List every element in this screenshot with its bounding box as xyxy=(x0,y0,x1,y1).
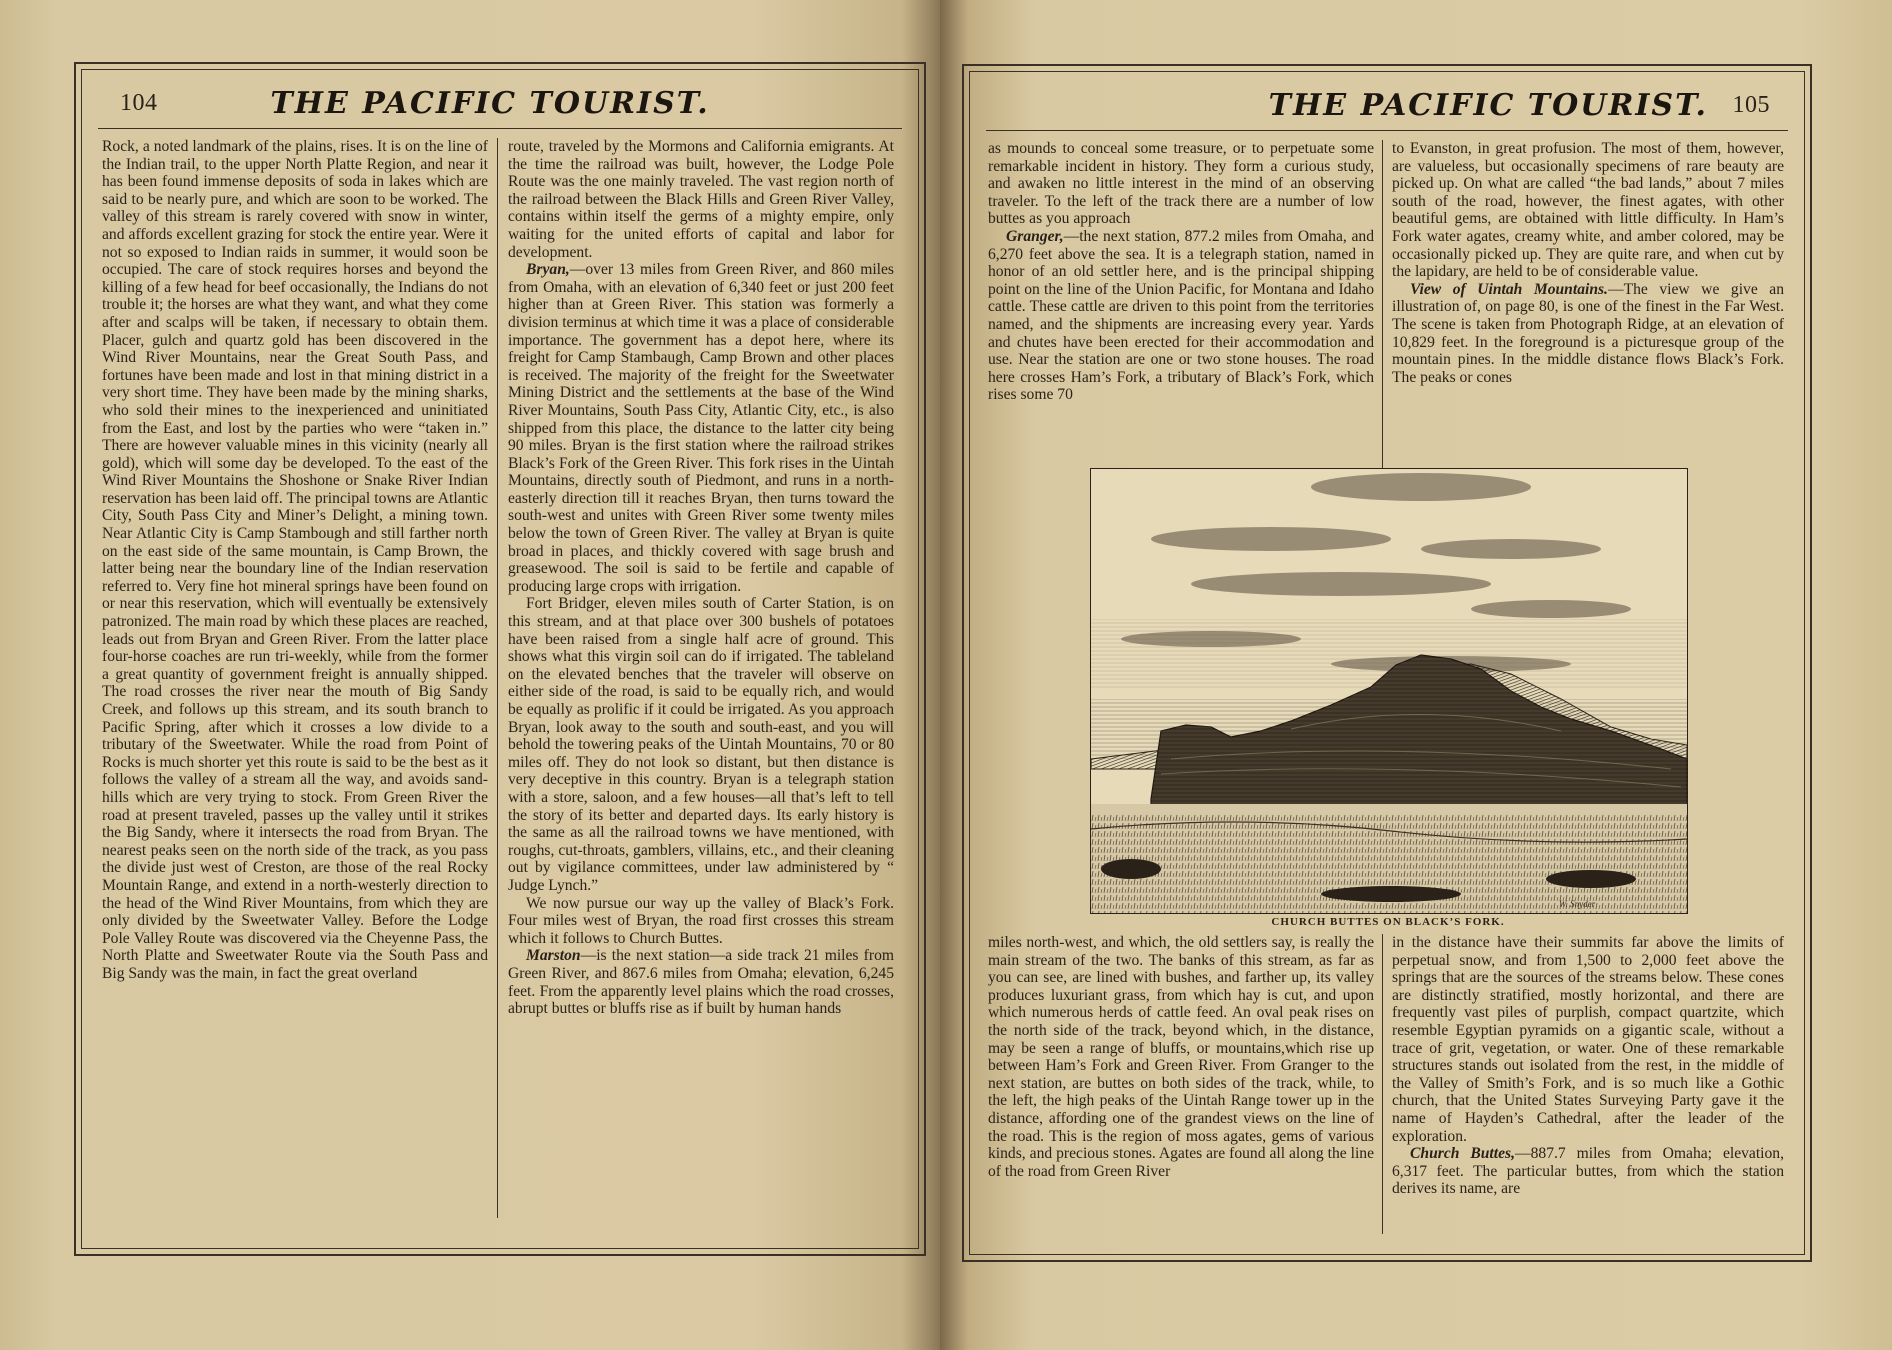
paragraph: miles north-west, and which, the old settlers say, is really the main stream of the two. The banks of this stream, as far as you can see, are lined with bushes, and farther up, its valley produces luxuriant grass, from which hay is cut, and upon which numerous herds of cattle feed. An oval peak rises on the north side of the track, beyond which, in the distance, may be seen a range of bluffs, or mountains,which rise up between Ham’s Fork and Green River. From Granger to the next station, are buttes on both sides of the track, while, to the left, the high peaks of the Uintah Range tower up in the distance, affording one of the grandest views on the line of the road. This is the region of moss agates, gems of various kinds, and precious stones. Agates are found all along the line of the road from Green River xyxy=(988,934,1374,1180)
paragraph: as mounds to conceal some treasure, or to perpetuate some remarkable incident in history. They form a curious study, and awaken no little interest in the mind of an observing traveler. To the left of the track there are a number of low buttes as you approach xyxy=(988,140,1374,228)
paragraph: Granger,—the next station, 877.2 miles from Omaha, and 6,270 feet above the sea. It is a telegraph station, named in honor of an old settler here, and is the principal shipping point on the line of the Union Pacific, for Montana and Idaho cattle. These cattle are driven to this point from the territories named, and the shipments are increasing every year. Yards and chutes have been erected for their accommodation and use. Near the station are one or two stone houses. The road here crosses Ham’s Fork, a tributary of Black’s Fork, which rises some 70 xyxy=(988,227,1374,404)
paragraph: Church Buttes,—887.7 miles from Omaha; elevation, 6,317 feet. The particular buttes, from which the station derives its name, are xyxy=(1392,1145,1784,1198)
subheading-church-buttes: Church Buttes, xyxy=(1410,1145,1515,1163)
running-title-right: THE PACIFIC TOURIST. xyxy=(1268,88,1708,123)
right-bottom-column-2 xyxy=(1392,934,1784,1234)
paragraph: Bryan,—over 13 miles from Green River, and 860 miles from Omaha, with an elevation of 6,340 feet or just 200 feet higher than at Green River. This station was formerly a division terminus at which time it was a place of considerable importance. The government has a depot here, where its freight for Camp Stambaugh, Camp Brown and other places is received. The majority of the freight for the Sweetwater Mining District and the settlements at the base of the Wind River Mountains, South Pass City, Atlantic City, etc., is also shipped from this place, the distance to the latter city being 90 miles. Bryan is the first station where the railroad strikes Black’s Fork of the Green River. This fork rises in the Uintah Mountains, directly south of Piedmont, and runs in a north-easterly direction till it reaches Bryan, then turns toward the south-west and unites with Green River some twenty miles below the town of Green River. The valley at Bryan is quite broad in places, and thickly covered with sage brush and greasewood. The soil is said to be fertile and capable of producing large crops with irrigation. xyxy=(508,261,894,595)
right-top-column-1 xyxy=(988,140,1374,470)
engraver-signature: W. Snyder xyxy=(1559,899,1596,909)
paragraph: Rock, a noted landmark of the plains, rises. It is on the line of the Indian trail, to the upper North Platte Region, and near it has been found immense deposits of soda in lakes which are said to be nearly pure, and which are soon to be worked. The valley of this stream is rarely covered with snow in winter, and affords excellent grazing for stock the entire year. Were it not so exposed to Indian raids in summer, it would soon be occupied. The care of stock requires horses and beyond the killing of a few head for beef occasionally, the Indians do not trouble it; the horses are what they want, and what they come after and scalps will be taken, if necessary to obtain them. Placer, gulch and quartz gold has been discovered in the Wind River Mountains, near the Great South Pass, and fortunes have been made and lost in that mining district in a very short time. They have been made by the mining sharks, who sold their mines to the inexperienced and uninitiated from the East, and lost by the parties who were “taken in.” There are however valuable mines in this vicinity (nearly all gold), which will some day be developed. To the east of the Wind River Mountains the Shoshone or Snake River Indian reservation has been laid off. The principal towns are Atlantic City, South Pass City and Miner’s Delight, a mining town. Near Atlantic City is Camp Stambough and still farther north on the east side of the same mountain, is Camp Brown, the latter being near the boundary line of the Indian reservation referred to. Very fine hot mineral springs have been found on or near this reservation, which will eventually be extensively patronized. The main road by which these places are reached, leads out from Bryan and Green River. From the latter place four-horse coaches are run tri-weekly, while from the former a great quantity of government freight is annually shipped. The road crosses the river near the mouth of Big Sandy Creek, and follows up this stream, and its south branch to Pacific Spring, after which it crosses a low divide to a tributary of the Sweetwater. While the road from Point of Rocks is much shorter yet this route is said to be the best as it follows the valley of a stream all the way, and avoids sand-hills which are very trying to stock. From Green River the road at present traveled, passes up the valley until it strikes the Big Sandy, where it intersects the road from Bryan. The nearest peaks seen on the north side of the track, as you pass the divide just west of Creston, are those of the real Rocky Mountain Range, and extend in a north-westerly direction to the head of the Wind River Mountains, from which they are only divided by the Sweetwater Valley. Before the Lodge Pole Valley Route was discovered via the Cheyenne Pass, the North Platte and Sweetwater Route via the South Pass and Big Sandy was the main, in fact the great overland xyxy=(102,138,488,982)
left-page xyxy=(0,0,940,1350)
subheading-uintah: View of Uintah Mountains. xyxy=(1410,280,1608,298)
paragraph: View of Uintah Mountains.—The view we give an illustration of, on page 80, is one of the finest in the Far West. The scene is taken from Photograph Ridge, at an elevation of 10,829 feet. In the foreground is a picturesque group of the mountain pines. In the middle distance flows Black’s Fork. The peaks or cones xyxy=(1392,280,1784,386)
left-page-frame xyxy=(74,62,926,1256)
illustration-caption: CHURCH BUTTES ON BLACK’S FORK. xyxy=(1271,916,1505,928)
paragraph: We now pursue our way up the valley of Black’s Fork. Four miles west of Bryan, the road first crosses this stream which it follows to Church Buttes. xyxy=(508,894,894,947)
subheading-marston: Marston xyxy=(526,947,581,965)
running-title-left: THE PACIFIC TOURIST. xyxy=(270,86,710,121)
left-column-2 xyxy=(508,138,894,1218)
left-column-1 xyxy=(102,138,488,1218)
paragraph: in the distance have their summits far above the limits of perpetual snow, and from 1,500 to 2,000 feet above the springs that are the sources of the streams below. These cones are distinctly stratified, mostly horizontal, and there are frequently vast piles of purplish, compact quartzite, which resemble Egyptian pyramids on a gigantic scale, without a trace of grit, vegetation, or water. One of these remarkable structures stands out isolated from the rest, in the middle of the Valley of Smith’s Fork, and is so much like a Gothic church, that the United States Surveying Party gave it the name of Hayden’s Cathedral, after the leader of the exploration. xyxy=(1392,934,1784,1145)
column-rule xyxy=(1382,140,1383,470)
paragraph: Fort Bridger, eleven miles south of Carter Station, is on this stream, and at that place over 300 bushels of potatoes have been raised from a single half acre of ground. This shows what this virgin soil can do if irrigated. The tableland on the elevated benches that the traveler will observe on either side of the road, is said to be equally rich, and would be equally as prolific if it could be irrigated. As you approach Bryan, look away to the south and south-east, and you will behold the towering peaks of the Uintah Mountains, 70 or 80 miles off. They do not look so distant, but then distance is very deceptive in this country. Bryan is a telegraph station with a store, saloon, and a few houses—all that’s left to tell the story of its better and departed days. Its early history is the same as all the railroad towns we have mentioned, with roughs, cut-throats, gamblers, villains, etc., and their cleaning out by vigilance committees, under law administered by “ Judge Lynch.” xyxy=(508,595,894,894)
right-page xyxy=(940,0,1892,1350)
right-page-frame xyxy=(962,64,1812,1262)
right-bottom-column-1 xyxy=(988,934,1374,1234)
left-page-header xyxy=(98,84,902,129)
right-page-header xyxy=(986,86,1788,131)
paragraph: Marston—is the next station—a side track 21 miles from Green River, and 867.6 miles from Omaha; elevation, 6,245 feet. From the apparently level plains which the road crosses, abrupt buttes or bluffs rise as if built by human hands xyxy=(508,947,894,1018)
subheading-granger: Granger, xyxy=(1006,227,1064,245)
paragraph: to Evanston, in great profusion. The most of them, however, are valueless, but occasionally specimens of rare beauty are picked up. On what are called “the bad lands,” about 7 miles south of the road, however, the finest agates, with other beautiful gems, are obtained with little difficulty. In Ham’s Fork water agates, creamy white, and amber colored, may be occasionally picked up. They are quite rare, and when cut by the lapidary, are held to be of considerable value. xyxy=(1392,140,1784,281)
right-top-column-2 xyxy=(1392,140,1784,470)
page-number-right: 105 xyxy=(1732,92,1770,118)
subheading-bryan: Bryan, xyxy=(526,261,570,279)
engraving-church-buttes xyxy=(1090,468,1688,914)
page-number-left: 104 xyxy=(120,90,158,116)
column-rule xyxy=(497,138,498,1218)
paragraph: route, traveled by the Mormons and California emigrants. At the time the railroad was built, however, the Lodge Pole Route was the one mainly traveled. The vast region north of the railroad between the Black Hills and Green River Valley, contains within itself the germs of a mighty empire, only waiting for the united efforts of capital and labor for development. xyxy=(508,138,894,261)
column-rule xyxy=(1382,934,1383,1234)
